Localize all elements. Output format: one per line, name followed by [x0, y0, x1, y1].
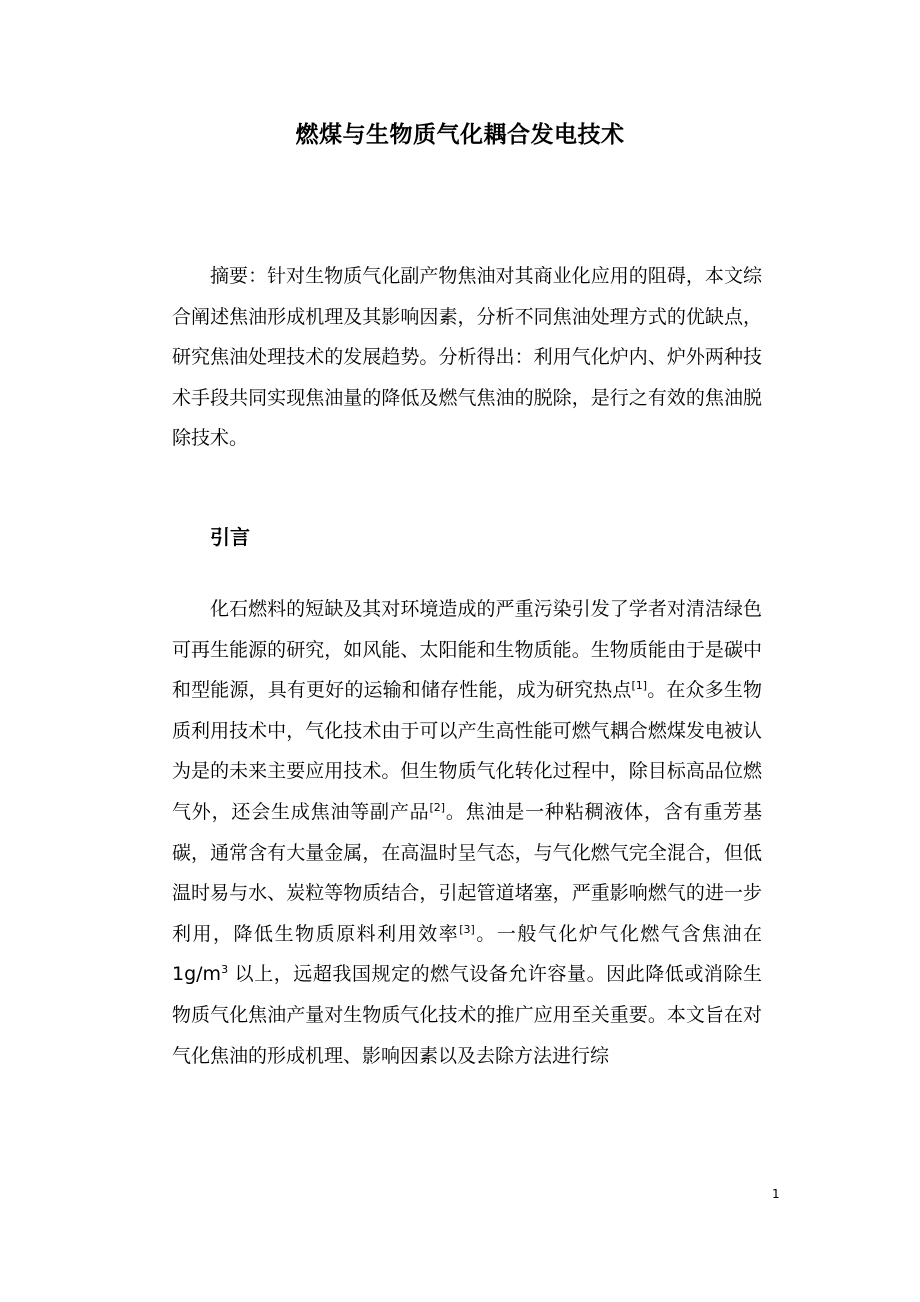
intro-text-segment: 以上，远超我国规定的燃气设备允许容量。因此降低或消除生物质气化焦油产量对生物质气化技术的推广应用至关重要。本文旨在对气化焦油的形成机理、影响因素以及去除方法进行综 [172, 963, 762, 1067]
abstract-paragraph: 摘要：针对生物质气化副产物焦油对其商业化应用的阻碍，本文综合阐述焦油形成机理及其影响因素，分析不同焦油处理方式的优缺点，研究焦油处理技术的发展趋势。分析得出：利用气化炉内、炉外两种技术手段共同实现焦油量的降低及燃气焦油的脱除，是行之有效的焦油脱除技术。 [172, 265, 762, 450]
intro-text-segment: 。一般气化炉气化燃气含焦油在 1g/m [172, 922, 762, 986]
citation-ref-3: [3] [459, 922, 475, 936]
unit-superscript: 3 [221, 963, 229, 977]
abstract-block [172, 256, 762, 459]
page-number: 1 [772, 1187, 780, 1201]
section-heading-introduction: 引言 [210, 525, 250, 549]
intro-text-segment: 。在众多生物质利用技术中，气化技术由于可以产生高性能可燃气耦合燃煤发电被认为是的未来主要应用技术。但生物质气化转化过程中，除目标高品位燃气外，还会生成焦油等副产品 [172, 679, 762, 823]
intro-text-segment: 。焦油是一种粘稠液体，含有重芳基碳，通常含有大量金属，在高温时呈气态，与气化燃气完全混合，但低温时易与水、炭粒等物质结合，引起管道堵塞，严重影响燃气的进一步利用，降低生物质原料利用效率 [172, 800, 762, 945]
intro-text-segment: 化石燃料的短缺及其对环境造成的严重污染引发了学者对清洁绿色可再生能源的研究，如风能、太阳能和生物质能。生物质能由于是碳中和型能源，具有更好的运输和储存性能，成为研究热点 [172, 598, 762, 702]
document-title: 燃煤与生物质气化耦合发电技术 [295, 122, 625, 148]
introduction-block [172, 589, 762, 1076]
introduction-paragraph [172, 589, 762, 1076]
citation-ref-1: [1] [631, 679, 648, 693]
citation-ref-2: [2] [429, 800, 446, 814]
